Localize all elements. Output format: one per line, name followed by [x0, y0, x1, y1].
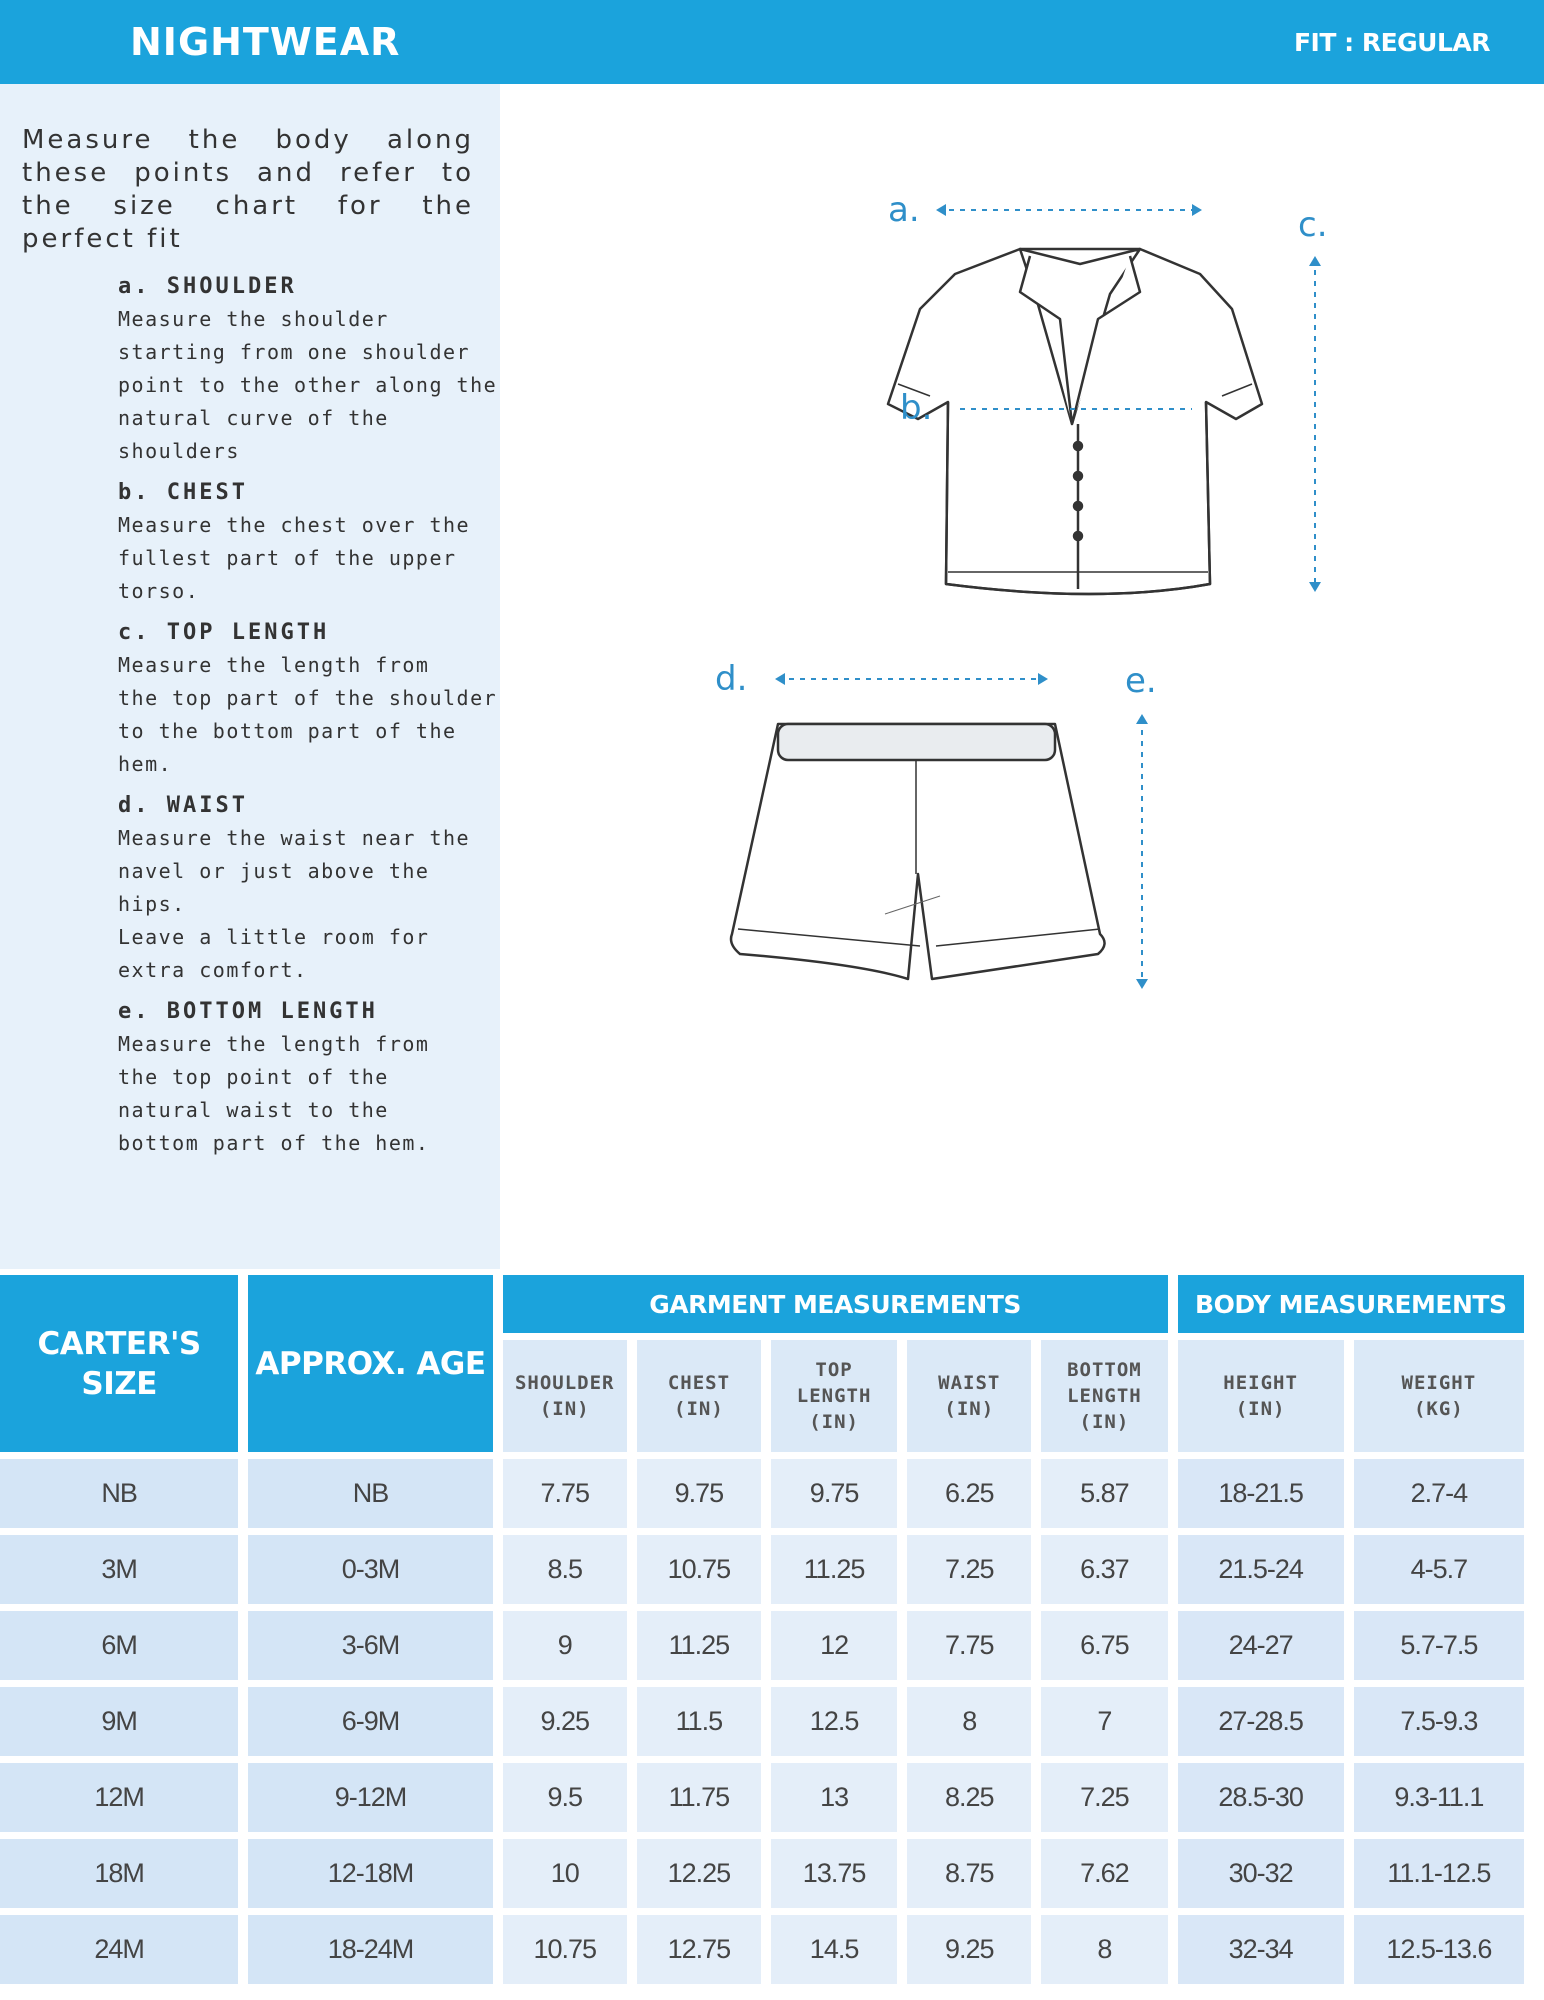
instruction-text: Measure the shoulder starting from one shoulder point to the other along the natural curve of the shoulders [118, 307, 498, 463]
table-row [0, 1763, 1524, 1832]
table-row [0, 1915, 1524, 1984]
table-cell: 0-3M [248, 1535, 492, 1604]
header-approx-age: APPROX. AGE [248, 1275, 492, 1452]
instruction-title: a. SHOULDER [118, 274, 297, 299]
size-chart-table [0, 1268, 1534, 1991]
table-row [0, 1459, 1524, 1528]
header-bar [0, 0, 1544, 84]
table-cell: NB [0, 1459, 238, 1528]
table-cell: 9-12M [248, 1763, 492, 1832]
header-garment-measurements: GARMENT MEASUREMENTS [503, 1275, 1168, 1333]
label-e: e. [1125, 661, 1157, 701]
table-cell: 10 [503, 1839, 627, 1908]
table-cell: 8 [907, 1687, 1031, 1756]
shirt-drawing [888, 249, 1262, 594]
instruction-top-length [118, 616, 498, 781]
instruction-title: c. TOP LENGTH [118, 620, 330, 645]
table-cell: 12.5 [771, 1687, 897, 1756]
col-shoulder: SHOULDER (IN) [503, 1340, 627, 1452]
table-cell: 24-27 [1178, 1611, 1344, 1680]
table-row [0, 1687, 1524, 1756]
table-cell: NB [248, 1459, 492, 1528]
col-top-length: TOP LENGTH (IN) [771, 1340, 897, 1452]
table-cell: 21.5-24 [1178, 1535, 1344, 1604]
table-cell: 5.87 [1041, 1459, 1167, 1528]
table-cell: 28.5-30 [1178, 1763, 1344, 1832]
table-cell: 6-9M [248, 1687, 492, 1756]
header-body-measurements: BODY MEASUREMENTS [1178, 1275, 1524, 1333]
table-cell: 12.5-13.6 [1354, 1915, 1524, 1984]
table-cell: 7.25 [1041, 1763, 1167, 1832]
table-row [0, 1535, 1524, 1604]
table-cell: 9.75 [637, 1459, 761, 1528]
table-cell: 7.25 [907, 1535, 1031, 1604]
table-cell: 13 [771, 1763, 897, 1832]
col-weight: WEIGHT (KG) [1354, 1340, 1524, 1452]
table-cell: 7.75 [503, 1459, 627, 1528]
table-cell: 6M [0, 1611, 238, 1680]
table-cell: 3-6M [248, 1611, 492, 1680]
instruction-text: Measure the waist near the navel or just above the hips. Leave a little room for extra comfort. [118, 826, 471, 982]
table-cell: 9M [0, 1687, 238, 1756]
instruction-text: Measure the chest over the fullest part of the upper torso. [118, 513, 471, 603]
instruction-bottom-length [118, 995, 498, 1160]
col-chest: CHEST (IN) [637, 1340, 761, 1452]
table-cell: 2.7-4 [1354, 1459, 1524, 1528]
table-cell: 12-18M [248, 1839, 492, 1908]
table-cell: 8.5 [503, 1535, 627, 1604]
table-cell: 9.5 [503, 1763, 627, 1832]
table-cell: 8.25 [907, 1763, 1031, 1832]
measurement-instructions [118, 270, 498, 1168]
table-cell: 14.5 [771, 1915, 897, 1984]
table-cell: 6.25 [907, 1459, 1031, 1528]
table-cell: 10.75 [503, 1915, 627, 1984]
table-header-row [0, 1275, 1524, 1333]
table-cell: 6.37 [1041, 1535, 1167, 1604]
table-cell: 12 [771, 1611, 897, 1680]
table-cell: 6.75 [1041, 1611, 1167, 1680]
table-cell: 7 [1041, 1687, 1167, 1756]
table-cell: 30-32 [1178, 1839, 1344, 1908]
garment-illustration [500, 84, 1544, 1269]
table-cell: 12M [0, 1763, 238, 1832]
label-a: a. [888, 190, 920, 230]
table-row [0, 1611, 1524, 1680]
header-label: CARTER'S SIZE [37, 1325, 201, 1402]
instruction-shoulder [118, 270, 498, 468]
table-cell: 9.3-11.1 [1354, 1763, 1524, 1832]
table-cell: 8 [1041, 1915, 1167, 1984]
table-cell: 7.5-9.3 [1354, 1687, 1524, 1756]
table-cell: 9.25 [907, 1915, 1031, 1984]
table-cell: 18-21.5 [1178, 1459, 1344, 1528]
table-cell: 11.25 [771, 1535, 897, 1604]
table-cell: 11.5 [637, 1687, 761, 1756]
instruction-title: b. CHEST [118, 480, 248, 505]
table-cell: 9.25 [503, 1687, 627, 1756]
instruction-title: d. WAIST [118, 793, 248, 818]
table-row [0, 1839, 1524, 1908]
table-cell: 9.75 [771, 1459, 897, 1528]
table-cell: 27-28.5 [1178, 1687, 1344, 1756]
instruction-text: Measure the length from the top part of the shoulder to the bottom part of the hem. [118, 653, 498, 776]
garment-diagram [500, 84, 1544, 1269]
table-cell: 11.25 [637, 1611, 761, 1680]
label-d: d. [715, 659, 748, 699]
col-bottom-length: BOTTOM LENGTH (IN) [1041, 1340, 1167, 1452]
table-cell: 9 [503, 1611, 627, 1680]
table-cell: 24M [0, 1915, 238, 1984]
label-b: b. [900, 388, 933, 428]
shorts-drawing [731, 724, 1105, 979]
instruction-chest [118, 476, 498, 608]
page-title: NIGHTWEAR [130, 20, 401, 64]
header-carters-size [0, 1275, 238, 1452]
fit-label: FIT : REGULAR [1293, 28, 1490, 57]
table-cell: 10.75 [637, 1535, 761, 1604]
intro-text: Measure the body along these points and refer to the size chart for the perfect fit [22, 125, 474, 254]
col-waist: WAIST (IN) [907, 1340, 1031, 1452]
table-cell: 13.75 [771, 1839, 897, 1908]
table-cell: 18M [0, 1839, 238, 1908]
table-cell: 12.75 [637, 1915, 761, 1984]
table-cell: 4-5.7 [1354, 1535, 1524, 1604]
instruction-title: e. BOTTOM LENGTH [118, 999, 378, 1024]
table-cell: 8.75 [907, 1839, 1031, 1908]
table-cell: 5.7-7.5 [1354, 1611, 1524, 1680]
instruction-waist [118, 789, 498, 987]
table-cell: 11.1-12.5 [1354, 1839, 1524, 1908]
table-cell: 12.25 [637, 1839, 761, 1908]
instruction-text: Measure the length from the top point of the natural waist to the bottom part of the hem. [118, 1032, 430, 1155]
table-cell: 18-24M [248, 1915, 492, 1984]
table-cell: 7.62 [1041, 1839, 1167, 1908]
table-cell: 3M [0, 1535, 238, 1604]
table-cell: 11.75 [637, 1763, 761, 1832]
table-body [0, 1459, 1524, 1984]
table-cell: 32-34 [1178, 1915, 1344, 1984]
table-cell: 7.75 [907, 1611, 1031, 1680]
col-height: HEIGHT (IN) [1178, 1340, 1344, 1452]
label-c: c. [1298, 205, 1328, 245]
